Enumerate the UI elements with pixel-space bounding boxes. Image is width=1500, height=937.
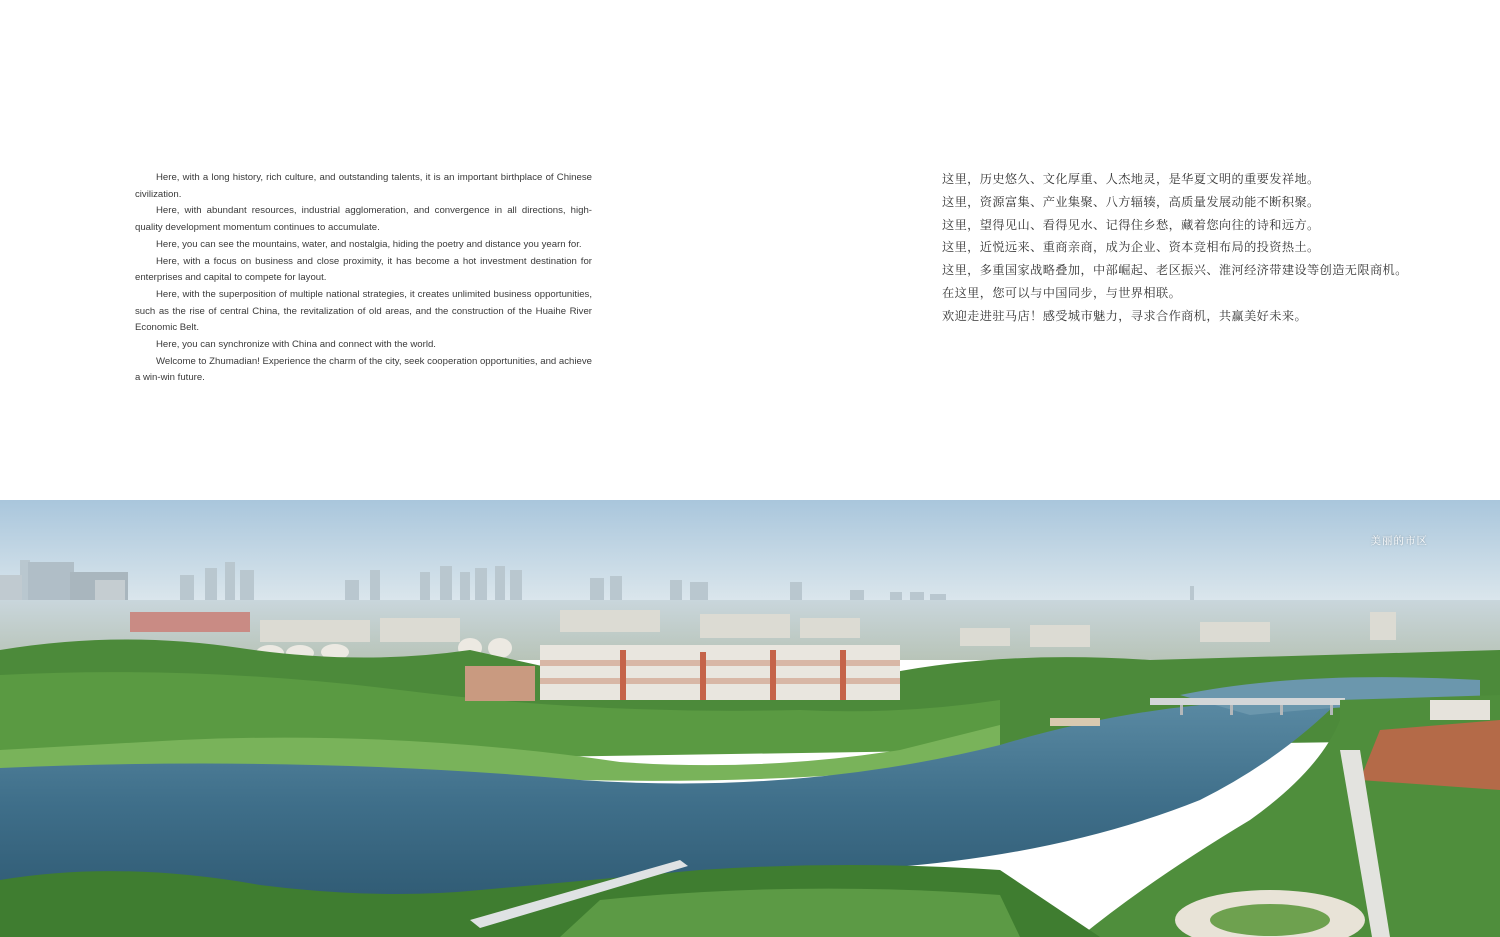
chinese-paragraph-5: 这里，多重国家战略叠加，中部崛起、老区振兴、淮河经济带建设等创造无限商机。 (942, 263, 1408, 278)
english-paragraph-2: Here, with abundant resources, industrial agglomeration, and convergence in all directions, high-quality development momentum continues to accumulate. (135, 205, 592, 234)
english-paragraph-6: Here, you can synchronize with China and connect with the world. (156, 339, 436, 351)
photo-caption: 美丽的市区 (1370, 535, 1428, 547)
english-paragraph-4: Here, with a focus on business and close proximity, it has become a hot investment destination for enterprises and capital to compete for layout. (135, 255, 592, 284)
chinese-paragraph-1: 这里，历史悠久、文化厚重、人杰地灵，是华夏文明的重要发祥地。 (942, 172, 1320, 186)
city-panorama-illustration (0, 500, 1500, 937)
english-paragraph-7: Welcome to Zhumadian! Experience the charm of the city, seek cooperation opportunities, and achieve a win-win future. (135, 355, 592, 384)
chinese-paragraph-4: 这里，近悦远来、重商亲商，成为企业、资本竞相布局的投资热土。 (942, 240, 1320, 255)
english-paragraph-5: Here, with the superposition of multiple national strategies, it creates unlimited business opportunities, such as the rise of central China, the revitalization of old areas, and the construction of the Huaihe River Economic Belt. (135, 288, 592, 334)
chinese-paragraph-2: 这里，资源富集、产业集聚、八方辐辏，高质量发展动能不断积聚。 (942, 194, 1320, 209)
chinese-paragraph-7: 欢迎走进驻马店！感受城市魅力，寻求合作商机，共赢美好未来。 (942, 308, 1308, 323)
pier (1050, 718, 1100, 726)
chinese-intro-text (942, 168, 1462, 328)
english-paragraph-1: Here, with a long history, rich culture, and outstanding talents, it is an important birthplace of Chinese civilization. (135, 172, 592, 200)
chinese-paragraph-6: 在这里，您可以与中国同步，与世界相联。 (942, 285, 1182, 300)
chinese-paragraph-3: 这里，望得见山、看得见水、记得住乡愁，藏着您向往的诗和远方。 (942, 217, 1320, 232)
english-paragraph-3: Here, you can see the mountains, water, and nostalgia, hiding the poetry and distance you yearn for. (156, 238, 582, 250)
english-intro-text (135, 170, 592, 387)
city-panorama-photo (0, 500, 1500, 937)
